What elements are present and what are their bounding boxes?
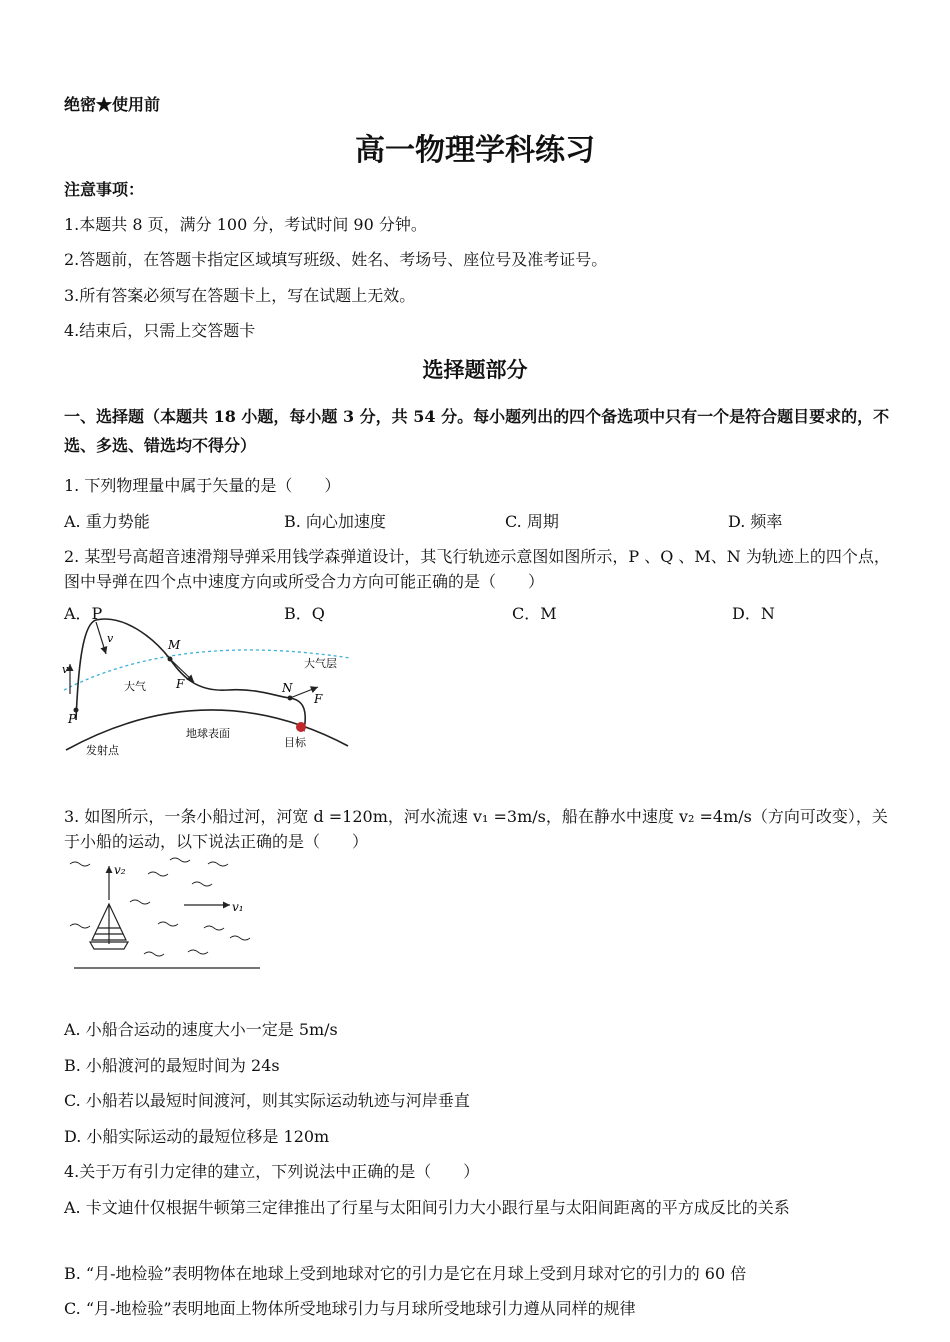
question-2-stem: 2. 某型号高超音速滑翔导弹采用钱学森弹道设计，其飞行轨迹示意图如图所示，P 、Q 、M、N 为轨迹上的四个点，图中导弹在四个点中速度方向或所受合力方向可能正确的是（ ） [64,547,890,591]
label-m: M [168,638,181,652]
notice-item: 1.本题共 8 页，满分 100 分，考试时间 90 分钟。 [64,215,427,234]
q4-option-b: B. “月-地检验”表明物体在地球上受到地球对它的引力是它在月球上受到月球对它的引力的 60 倍 [64,1264,747,1283]
q4-option-c: C. “月-地检验”表明地面上物体所受地球引力与月球所受地球引力遵从同样的规律 [64,1299,636,1318]
label-n: N [282,681,293,695]
label-p: P [68,712,77,726]
label-target: 目标 [284,736,306,749]
confidential-label: 绝密★使用前 [64,95,161,114]
section-title: 选择题部分 [422,357,528,382]
q1-option-c: C. 周期 [505,512,559,531]
target-marker [296,722,306,732]
label-earth-surface: 地球表面 [186,727,230,740]
label-atmosphere: 大气 [124,680,146,693]
notice-item: 3.所有答案必须写在答题卡上，写在试题上无效。 [64,286,416,305]
boat-icon [90,904,128,949]
part-heading: 一、选择题（本题共 18 小题，每小题 3 分，共 54 分。每小题列出的四个备选项中只有一个是符合题目要求的，不选、多选、错选均不得分） [64,407,890,455]
label-v-left: v [62,663,69,676]
label-v2: v₂ [114,863,126,877]
velocity-arrow-top [96,622,106,654]
point-m [168,657,173,662]
missile-trajectory-figure [58,612,358,762]
q3-option-c: C. 小船若以最短时间渡河，则其实际运动轨迹与河岸垂直 [64,1091,470,1110]
question-1-stem: 1. 下列物理量中属于矢量的是（ ） [64,476,341,495]
label-f-n: F [314,692,323,706]
notice-item: 2.答题前，在答题卡指定区域填写班级、姓名、考场号、座位号及准考证号。 [64,250,608,269]
point-n [288,696,293,701]
label-v-top: v [107,632,114,645]
q2-option-a: A．P [64,604,103,623]
label-v1: v₁ [232,900,244,914]
q2-option-d: D．N [732,604,775,623]
q2-option-b: B．Q [284,604,325,623]
q3-option-d: D. 小船实际运动的最短位移是 120m [64,1127,330,1146]
question-4-stem: 4.关于万有引力定律的建立，下列说法中正确的是（ ） [64,1162,480,1181]
q1-option-a: A. 重力势能 [64,512,150,531]
page-title: 高一物理学科练习 [355,133,595,168]
q2-option-c: C．M [512,604,557,623]
notice-item: 4.结束后，只需上交答题卡 [64,321,256,340]
q4-option-a: A. 卡文迪什仅根据牛顿第三定律推出了行星与太阳间引力大小跟行星与太阳间距离的平方成反比的关系 [64,1198,790,1217]
q1-option-d: D. 频率 [728,512,783,531]
q3-option-a: A. 小船合运动的速度大小一定是 5m/s [64,1020,338,1039]
question-3-stem: 3. 如图所示，一条小船过河，河宽 d =120m，河水流速 v₁ =3m/s，船在静水中速度 v₂ =4m/s（方向可改变），关于小船的运动，以下说法正确的是（ ） [64,807,888,851]
q1-option-b: B. 向心加速度 [284,512,386,531]
q3-option-b: B. 小船渡河的最短时间为 24s [64,1056,280,1075]
label-atmosphere-layer: 大气层 [304,657,337,670]
label-f-m: F [176,677,185,691]
river-boat-figure [62,852,267,977]
notice-heading: 注意事项： [64,180,145,199]
water-waves [70,858,250,956]
label-launch-point: 发射点 [86,744,119,757]
